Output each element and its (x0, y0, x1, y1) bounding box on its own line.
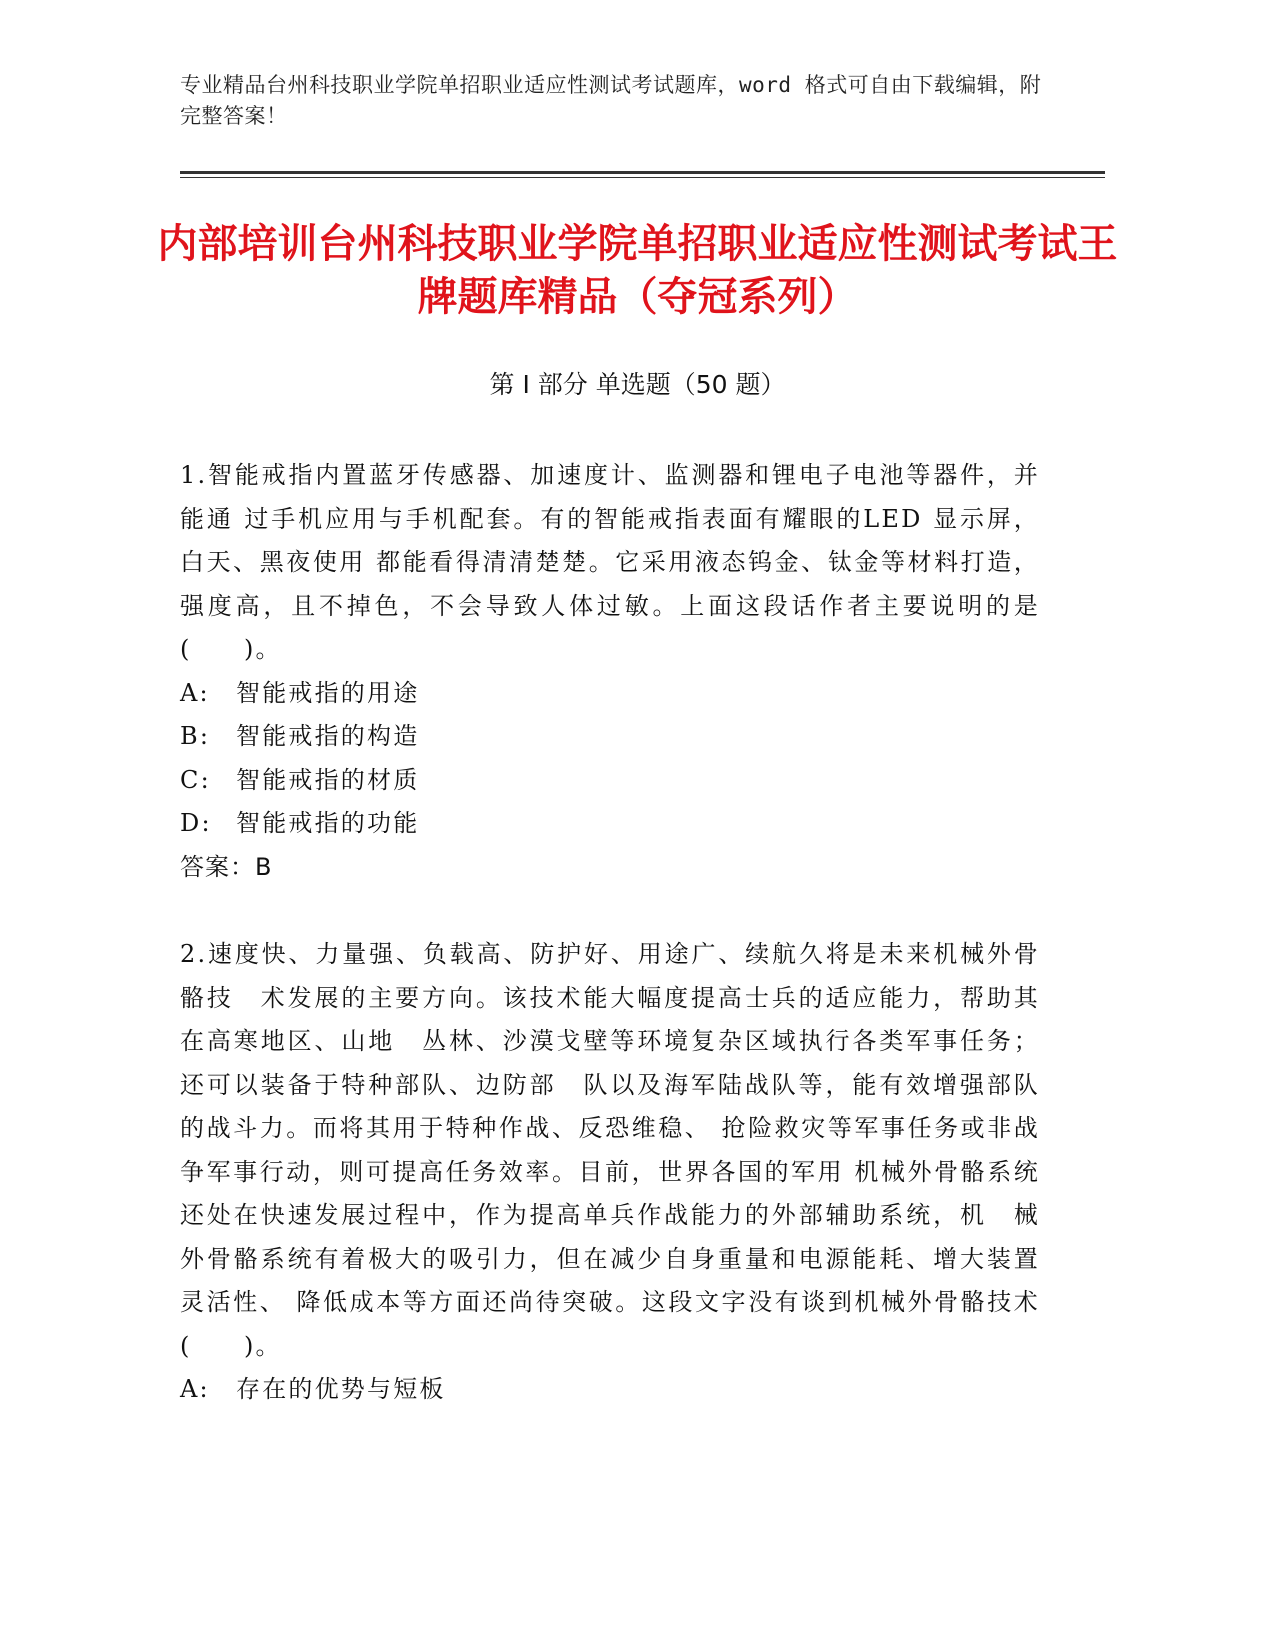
header-rule-thin (180, 177, 1105, 178)
document-title: 内部培训台州科技职业学院单招职业适应性测试考试王牌题库精品（夺冠系列） (157, 221, 1118, 320)
option-text: 智能戒指的构造 (236, 722, 420, 750)
option-key: B: (180, 722, 211, 750)
option-text: 智能戒指的用途 (236, 678, 420, 707)
option-key: A: (180, 1375, 210, 1403)
question-stem: 1.智能戒指内置蓝牙传感器、加速度计、监测器和锂电子电池等器件，并能通 过手机应用与手机配套。有的智能戒指表面有耀眼的LED 显示屏，白天、黑夜使用 都能看得清清楚楚。它采用液态钨金、钛金等材料打造，强度高，且不掉色，不会导致人体过敏。上面这段话作者主要说明的是( )。 (180, 461, 1040, 663)
option-b (180, 715, 1040, 759)
option-text: 智能戒指的材质 (236, 765, 420, 794)
option-c (180, 759, 1040, 803)
header-note: 专业精品台州科技职业学院单招职业适应性测试考试题库，word 格式可自由下载编辑，附完整答案！ (180, 73, 1042, 128)
header-rule-thick (180, 171, 1105, 174)
question-2 (180, 933, 1040, 1412)
question-1 (180, 454, 1040, 889)
section-title: 第 I 部分 单选题（50 题） (489, 370, 786, 399)
option-d (180, 802, 1040, 846)
answer-line: 答案：B (180, 852, 273, 881)
option-text: 存在的优势与短板 (236, 1375, 446, 1403)
option-text: 智能戒指的功能 (236, 809, 420, 837)
question-stem: 2.速度快、力量强、负载高、防护好、用途广、续航久将是未来机械外骨骼技 术发展的主要方向。该技术能大幅度提高士兵的适应能力，帮助其在高寒地区、山地 丛林、沙漠戈壁等环境复杂区域执行各类军事任务；还可以装备于特种部队、边防部 队以及海军陆战队等，能有效增强部队的战斗力。而将其用于特种作战、反恐维稳、 抢险救灾等军事任务或非战争军事行动，则可提高任务效率。目前，世界各国的军用 机械外骨骼系统还处在快速发展过程中，作为提高单兵作战能力的外部辅助系统，机 械外骨骼系统有着极大的吸引力，但在减少自身重量和电源能耗、增大装置灵活性、 降低成本等方面还尚待突破。这段文字没有谈到机械外骨骼技术( )。 (180, 940, 1040, 1360)
option-key: D: (180, 809, 212, 837)
option-a (180, 1368, 1040, 1412)
option-a (180, 672, 1040, 716)
option-key: C: (180, 765, 211, 794)
option-key: A: (180, 678, 210, 707)
